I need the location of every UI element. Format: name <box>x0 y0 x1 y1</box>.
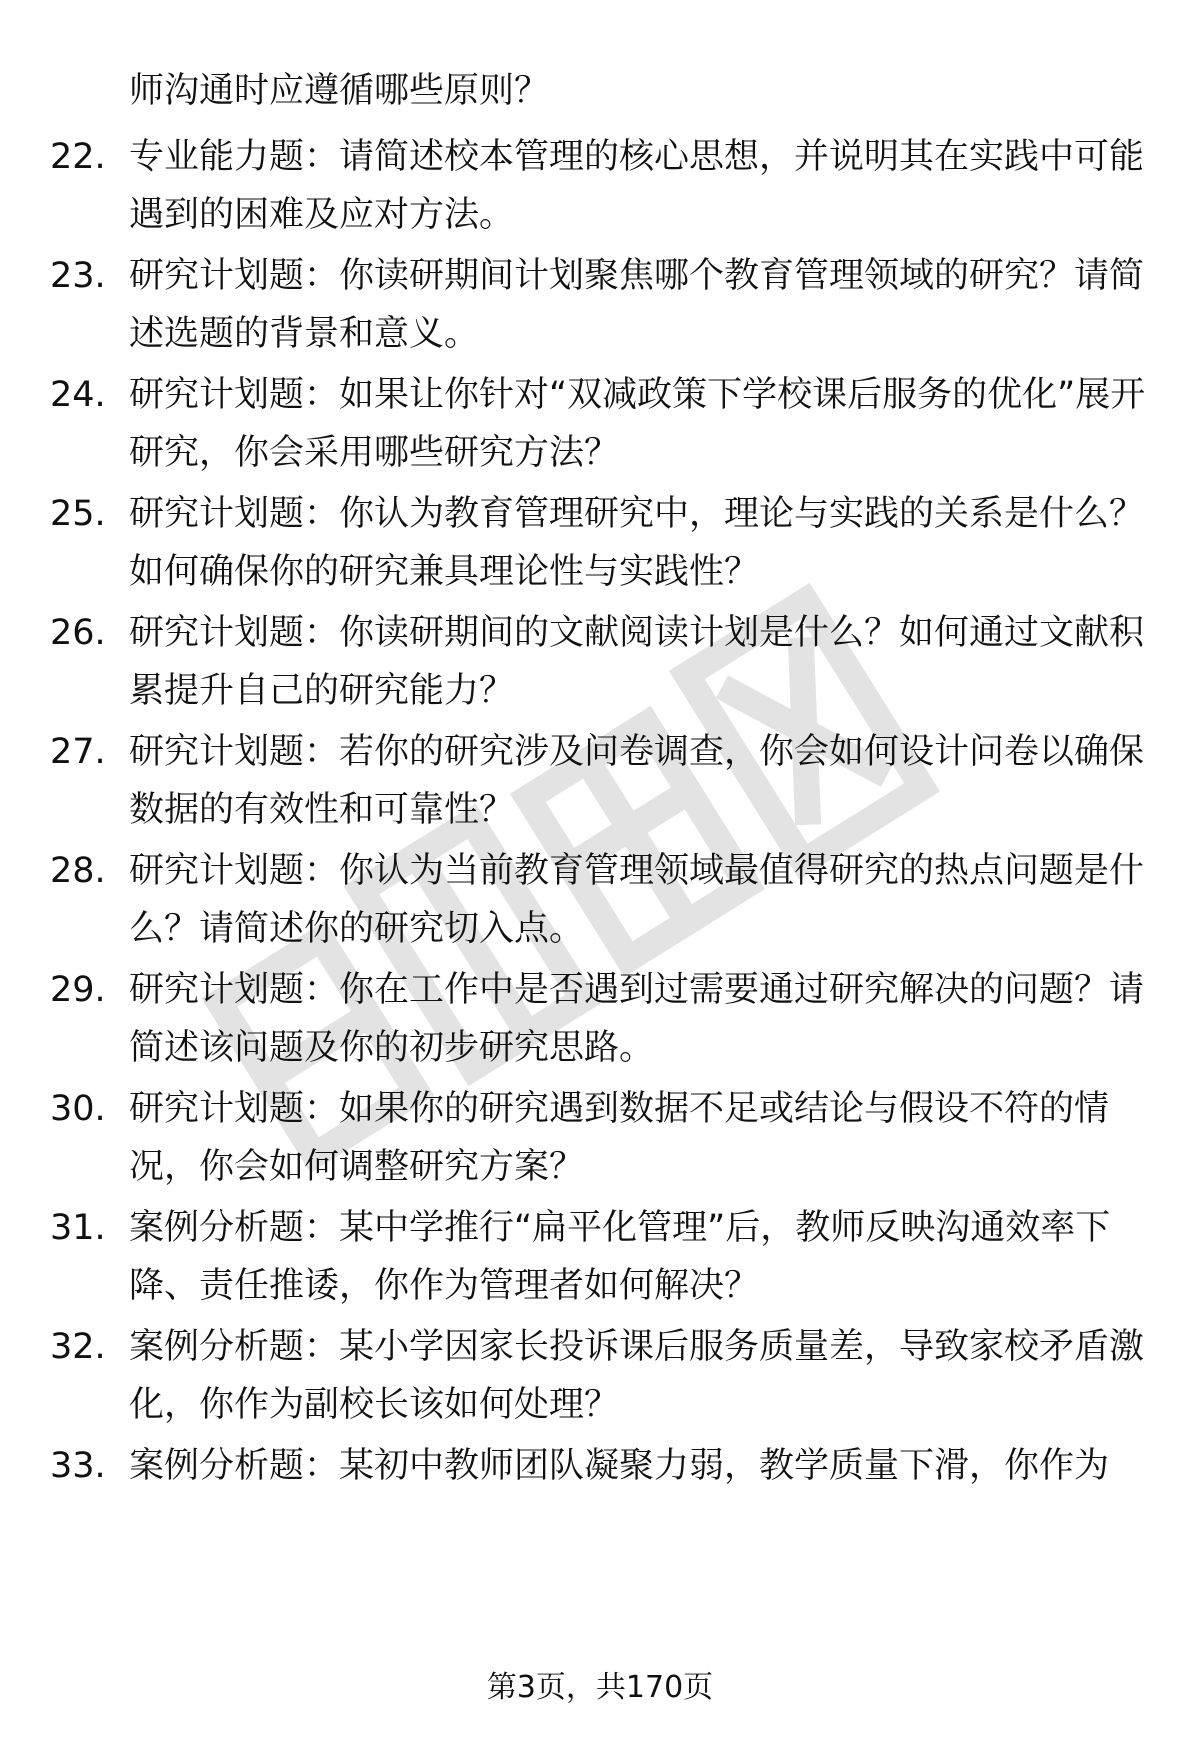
question-number: 29. <box>50 970 106 1010</box>
question-number: 26. <box>50 613 106 653</box>
question-text: 研究计划题：若你的研究涉及问卷调查，你会如何设计问卷以确保数据的有效性和可靠性？ <box>129 732 1145 830</box>
question-text: 案例分析题：某中学推行“扁平化管理”后，教师反映沟通效率下降、责任推诿，你作为管理者如何解决？ <box>129 1208 1111 1306</box>
question-number: 28. <box>50 851 106 891</box>
question-number: 31. <box>50 1208 106 1248</box>
question-number: 32. <box>50 1327 106 1367</box>
question-text: 案例分析题：某小学因家长投诉课后服务质量差，导致家校矛盾激化，你作为副校长该如何处理？ <box>129 1327 1145 1425</box>
question-text: 研究计划题：你读研期间的文献阅读计划是什么？如何通过文献积累提升自己的研究能力？ <box>129 613 1145 711</box>
question-number: 24. <box>50 375 106 415</box>
question-number: 25. <box>50 494 106 534</box>
continued-question-text: 师沟通时应遵循哪些原则？ <box>129 71 550 111</box>
page-footer: 第3页，共170页 <box>486 1670 714 1705</box>
question-text: 研究计划题：你认为教育管理研究中，理论与实践的关系是什么？如何确保你的研究兼具理论性与实践性？ <box>129 494 1145 592</box>
question-text: 研究计划题：如果你的研究遇到数据不足或结论与假设不符的情况，你会如何调整研究方案？ <box>129 1089 1110 1187</box>
question-text: 研究计划题：你在工作中是否遇到过需要通过研究解决的问题？请简述该问题及你的初步研究思路。 <box>129 970 1145 1068</box>
question-text: 研究计划题：你认为当前教育管理领域最值得研究的热点问题是什么？请简述你的研究切入点。 <box>129 851 1145 949</box>
question-number: 22. <box>50 137 106 177</box>
question-text: 研究计划题：如果让你针对“双减政策下学校课后服务的优化”展开研究，你会采用哪些研究方法？ <box>129 375 1146 473</box>
question-number: 23. <box>50 256 106 296</box>
question-number: 33. <box>50 1446 106 1486</box>
question-text: 研究计划题：你读研期间计划聚焦哪个教育管理领域的研究？请简述选题的背景和意义。 <box>129 256 1145 354</box>
question-text: 案例分析题：某初中教师团队凝聚力弱，教学质量下滑，你作为 <box>129 1446 1110 1486</box>
question-number: 27. <box>50 732 106 772</box>
question-number: 30. <box>50 1089 106 1129</box>
question-text: 专业能力题：请简述校本管理的核心思想，并说明其在实践中可能遇到的困难及应对方法。 <box>129 137 1145 235</box>
